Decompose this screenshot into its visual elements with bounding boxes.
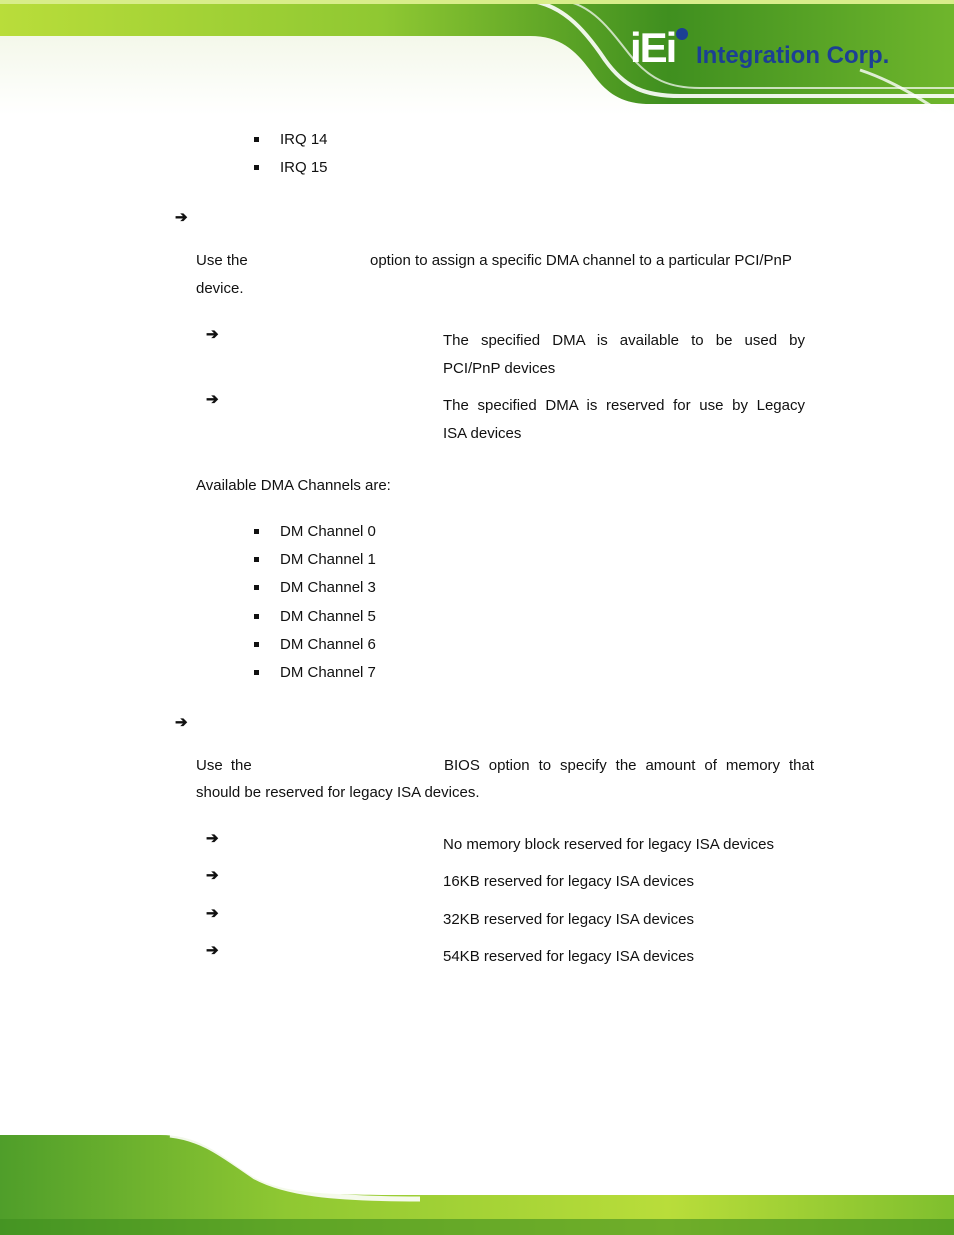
list-item: DM Channel 0 (280, 523, 376, 540)
memory-intro-start: Use the (196, 757, 252, 774)
memory-intro-end: BIOS option to specify the amount of memory that (444, 757, 814, 774)
list-bullet (254, 670, 259, 675)
list-item: IRQ 15 (280, 159, 328, 176)
arrow-icon: ➔ (206, 905, 219, 922)
dma-option-description: ISA devices (443, 425, 522, 442)
list-bullet (254, 529, 259, 534)
list-bullet (254, 614, 259, 619)
list-bullet (254, 585, 259, 590)
arrow-icon: ➔ (175, 209, 188, 226)
logo-text: Integration Corp. (696, 42, 890, 69)
dma-intro-start: Use the (196, 252, 248, 269)
logo-dot-icon (676, 28, 688, 40)
list-item: DM Channel 1 (280, 551, 376, 568)
arrow-icon: ➔ (175, 714, 188, 731)
arrow-icon: ➔ (206, 942, 219, 959)
memory-option-description: 54KB reserved for legacy ISA devices (443, 948, 694, 965)
list-item: DM Channel 7 (280, 664, 376, 681)
list-bullet (254, 557, 259, 562)
dma-option-description: PCI/PnP devices (443, 360, 556, 377)
arrow-icon: ➔ (206, 391, 219, 408)
memory-option-description: 16KB reserved for legacy ISA devices (443, 873, 694, 890)
list-item: DM Channel 6 (280, 636, 376, 653)
dma-intro-line2: device. (196, 280, 244, 297)
list-bullet (254, 165, 259, 170)
company-logo (630, 26, 930, 74)
list-bullet (254, 137, 259, 142)
arrow-icon: ➔ (206, 830, 219, 847)
list-item: IRQ 14 (280, 131, 328, 148)
arrow-icon: ➔ (206, 326, 219, 343)
list-bullet (254, 642, 259, 647)
footer-banner (0, 1135, 954, 1235)
list-item: DM Channel 5 (280, 608, 376, 625)
memory-option-description: 32KB reserved for legacy ISA devices (443, 911, 694, 928)
available-dma-label: Available DMA Channels are: (196, 477, 391, 494)
memory-option-description: No memory block reserved for legacy ISA devices (443, 836, 774, 853)
memory-intro-line2: should be reserved for legacy ISA devices. (196, 784, 480, 801)
dma-option-description: The specified DMA is reserved for use by Legacy (443, 397, 805, 414)
list-item: DM Channel 3 (280, 579, 376, 596)
logo-mark: iEi (630, 24, 676, 71)
arrow-icon: ➔ (206, 867, 219, 884)
dma-option-description: The specified DMA is available to be used by (443, 332, 805, 349)
dma-intro-end: option to assign a specific DMA channel to a particular PCI/PnP (370, 252, 792, 269)
